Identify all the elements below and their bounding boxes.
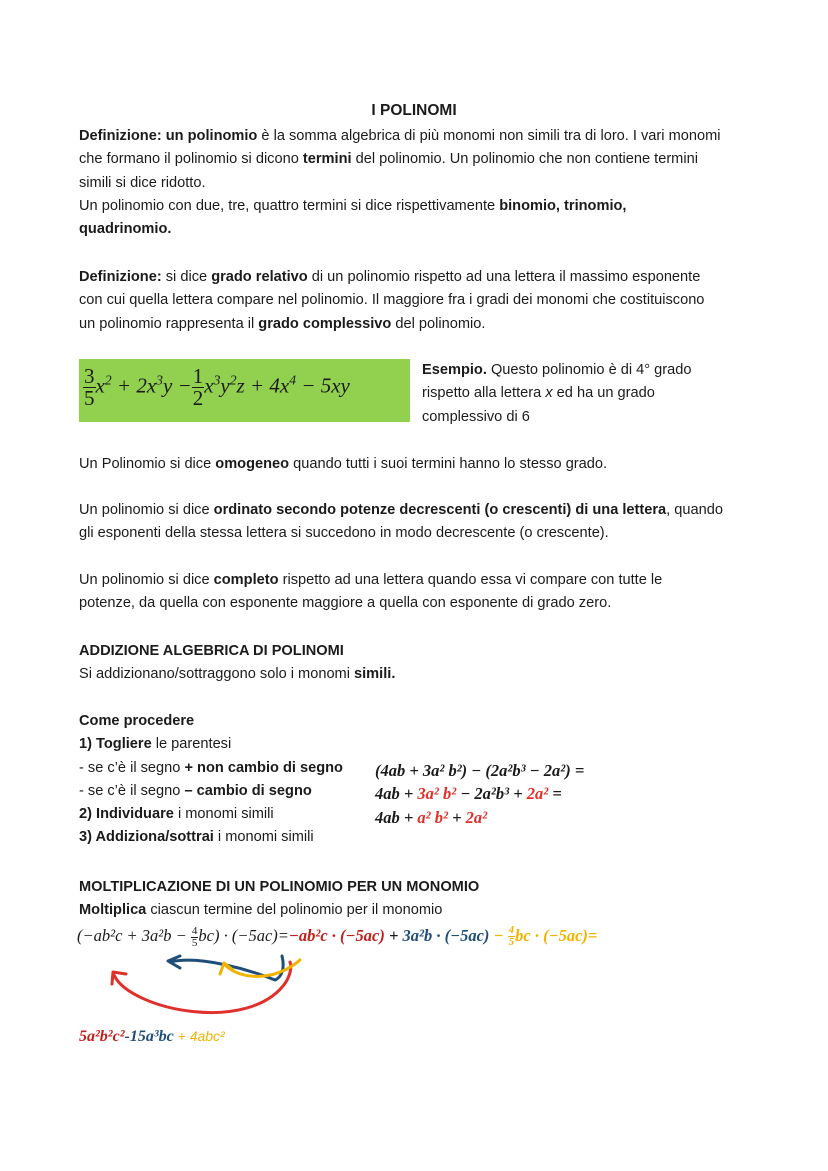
def2-text: si dice	[161, 269, 212, 285]
addition-section: ADDIZIONE ALGEBRICA DI POLINOMI Si addizionano/sottraggono solo i monomi simili.	[79, 640, 759, 687]
def2-text: con cui quella lettera compare nel polinomio. Il maggiore fra i gradi dei monomi che costituiscono	[79, 292, 705, 309]
def2-bold: grado relativo	[211, 269, 308, 285]
def1-text: simili si dice ridotto.	[79, 174, 206, 191]
complete-text: Un polinomio si dice completo rispetto ad una lettera quando essa vi compare con tutte le potenze, da quella con esponente maggiore a quella con esponente di grado zero.	[79, 572, 663, 612]
fraction: $\frac{1}{2}$	[192, 364, 204, 410]
example-polynomial-box	[79, 359, 410, 422]
def1-text: che formano il polinomio si dicono	[79, 151, 303, 168]
example-label: Esempio.	[422, 362, 487, 378]
page-title: I POLINOMI	[371, 102, 457, 119]
example-description: Esempio. Questo polinomio è di 4° grado rispetto alla lettera x ed ha un grado complessivo di 6	[422, 362, 692, 425]
def1-bold: binomio, trinomio,	[499, 197, 627, 214]
ordered-text: Un polinomio si dice ordinato secondo potenze decrescenti (o crescenti) di una lettera, quando gli esponenti della stessa lettera si succedono in modo decrescente (o crescente).	[79, 502, 723, 542]
def1-bold: quadrinomio.	[79, 221, 172, 238]
multiplication-section: MOLTIPLICAZIONE DI UN POLINOMIO PER UN MONOMIO Moltiplica ciascun termine del polinomio per il monomio	[79, 876, 759, 923]
definition-polynomial	[79, 125, 759, 241]
def2-text: un polinomio rappresenta il	[79, 315, 259, 332]
fraction: $\frac{4}{5}$	[191, 924, 198, 949]
red-arrow	[114, 962, 291, 1013]
homogeneous-text: Un Polinomio si dice omogeneo quando tutti i suoi termini hanno lo stesso grado.	[79, 456, 608, 472]
addition-equations	[375, 759, 584, 829]
procedure-title: Come procedere	[79, 713, 195, 729]
procedure-steps: Come procedere 1) Togliere le parentesi - se c’è il segno + non cambio di segno - se c’è il segno – cambio di segno 2) Individuare i monomi simili 3) Addiziona/sottrai i monomi simili	[79, 710, 369, 850]
def2-bold: grado complessivo	[258, 315, 392, 332]
equation-line: 4ab + a² b² + 2a²	[375, 807, 488, 827]
fraction: $\frac{3}{5}$	[84, 364, 95, 410]
def2-text: di un polinomio rispetto ad una lettera il massimo esponente	[307, 269, 701, 285]
def2-bold: Definizione:	[79, 269, 162, 285]
def1-bold: Definizione: un polinomio	[79, 128, 258, 144]
example-polynomial: $\frac{3}{5}$ $x^2 + 2x^3y$ − $\frac{1}{2}$ $x^3y^2z + 4x^4 - 5xy$	[84, 364, 350, 410]
def1-bold: termini	[302, 151, 352, 168]
definition-degree	[79, 266, 759, 336]
multiplication-expression: (−ab²c + 3a²b − $\frac{4}{5}$ bc) · (−5ac)=−ab²c · (−5ac) + 3a²b · (−5ac) − $\frac{4}{5}$ bc · (−5ac)=	[77, 924, 598, 949]
fraction: $\frac{4}{5}$	[508, 924, 515, 948]
multiplication-heading: MOLTIPLICAZIONE DI UN POLINOMIO PER UN MONOMIO	[79, 879, 480, 895]
def1-text: del polinomio. Un polinomio che non contiene termini	[351, 151, 698, 168]
equation-line: (4ab + 3a² b²) − (2a²b³ − 2a²) =	[375, 761, 585, 780]
def1-text: è la somma algebrica di più monomi non simili tra di loro. I vari monomi	[257, 128, 721, 144]
def1-text: Un polinomio con due, tre, quattro termini si dice rispettivamente	[79, 197, 500, 214]
equation-line: 4ab + 3a² b² − 2a²b³ + 2a² =	[375, 784, 562, 804]
addition-heading: ADDIZIONE ALGEBRICA DI POLINOMI	[79, 643, 344, 659]
def2-text: del polinomio.	[391, 315, 486, 332]
distribution-arrows	[100, 950, 310, 1025]
multiplication-result: 5a²b²c²-15a³bc + 4abc²	[79, 1028, 225, 1045]
